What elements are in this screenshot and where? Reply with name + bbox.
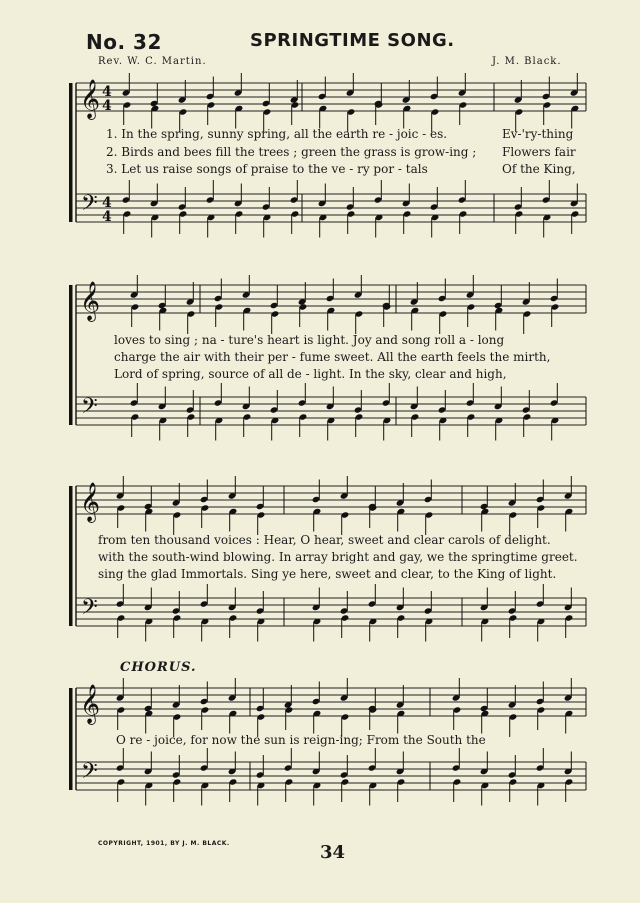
page-number: 34	[320, 842, 346, 863]
bass-clef-icon: 𝄢	[81, 595, 98, 625]
chorus-label: CHORUS.	[120, 660, 197, 675]
bass-clef-icon: 𝄢	[81, 191, 98, 221]
composer-credit: J. M. Black.	[492, 56, 562, 67]
lyric-s1-v3: 3. Let us raise songs of praise to the ve - ry por - tals	[106, 162, 428, 176]
bass-clef-icon: 𝄢	[81, 394, 98, 424]
lyric-s1-v1-end: Ev-'ry-thing	[502, 127, 574, 141]
lyric-s1-v2: 2. Birds and bees fill the trees ; green the grass is grow-ing ;	[106, 145, 477, 159]
system-2-bracket	[69, 486, 73, 626]
system-0-bracket	[69, 83, 73, 222]
treble-clef-icon: 𝄞	[80, 281, 101, 321]
time-signature-top: 4	[102, 84, 112, 100]
system-3-bracket	[69, 688, 73, 790]
hymn-title: SPRINGTIME SONG.	[250, 30, 455, 51]
lyric-s1-v1: 1. In the spring, sunny spring, all the earth re - joic - es.	[106, 127, 448, 141]
lyric-s2-v3: Lord of spring, source of all de - light. In the sky, clear and high,	[114, 367, 507, 381]
treble-clef-icon: 𝄞	[80, 684, 101, 724]
lyric-s3-v2: with the south-wind blowing. In array bright and gay, we the springtime greet.	[98, 550, 578, 564]
time-signature-top: 4	[102, 195, 112, 211]
treble-clef-icon: 𝄞	[80, 79, 101, 119]
lyric-s3-v1: from ten thousand voices : Hear, O hear, sweet and clear carols of delight.	[98, 533, 551, 547]
lyric-s2-v1: loves to sing ; na - ture's heart is light. Joy and song roll a - long	[114, 333, 505, 347]
system-1-bracket	[69, 285, 73, 425]
time-signature-bottom: 4	[102, 98, 112, 114]
lyric-chorus: O re - joice, for now the sun is reign-ing; From the South the	[116, 733, 486, 747]
lyricist-credit: Rev. W. C. Martin.	[98, 56, 207, 67]
lyric-s3-v3: sing the glad Immortals. Sing ye here, sweet and clear, to the King of light.	[98, 567, 557, 581]
treble-clef-icon: 𝄞	[80, 482, 101, 522]
hymn-number: No. 32	[86, 30, 162, 54]
bass-clef-icon: 𝄢	[81, 759, 98, 789]
lyric-s1-v2-end: Flowers fair	[502, 145, 576, 159]
lyric-s1-v3-end: Of the King,	[502, 162, 576, 176]
copyright-notice: COPYRIGHT, 1901, BY J. M. BLACK.	[98, 840, 230, 847]
lyric-s2-v2: charge the air with their per - fume sweet. All the earth feels the mirth,	[114, 350, 551, 364]
time-signature-bottom: 4	[102, 209, 112, 225]
